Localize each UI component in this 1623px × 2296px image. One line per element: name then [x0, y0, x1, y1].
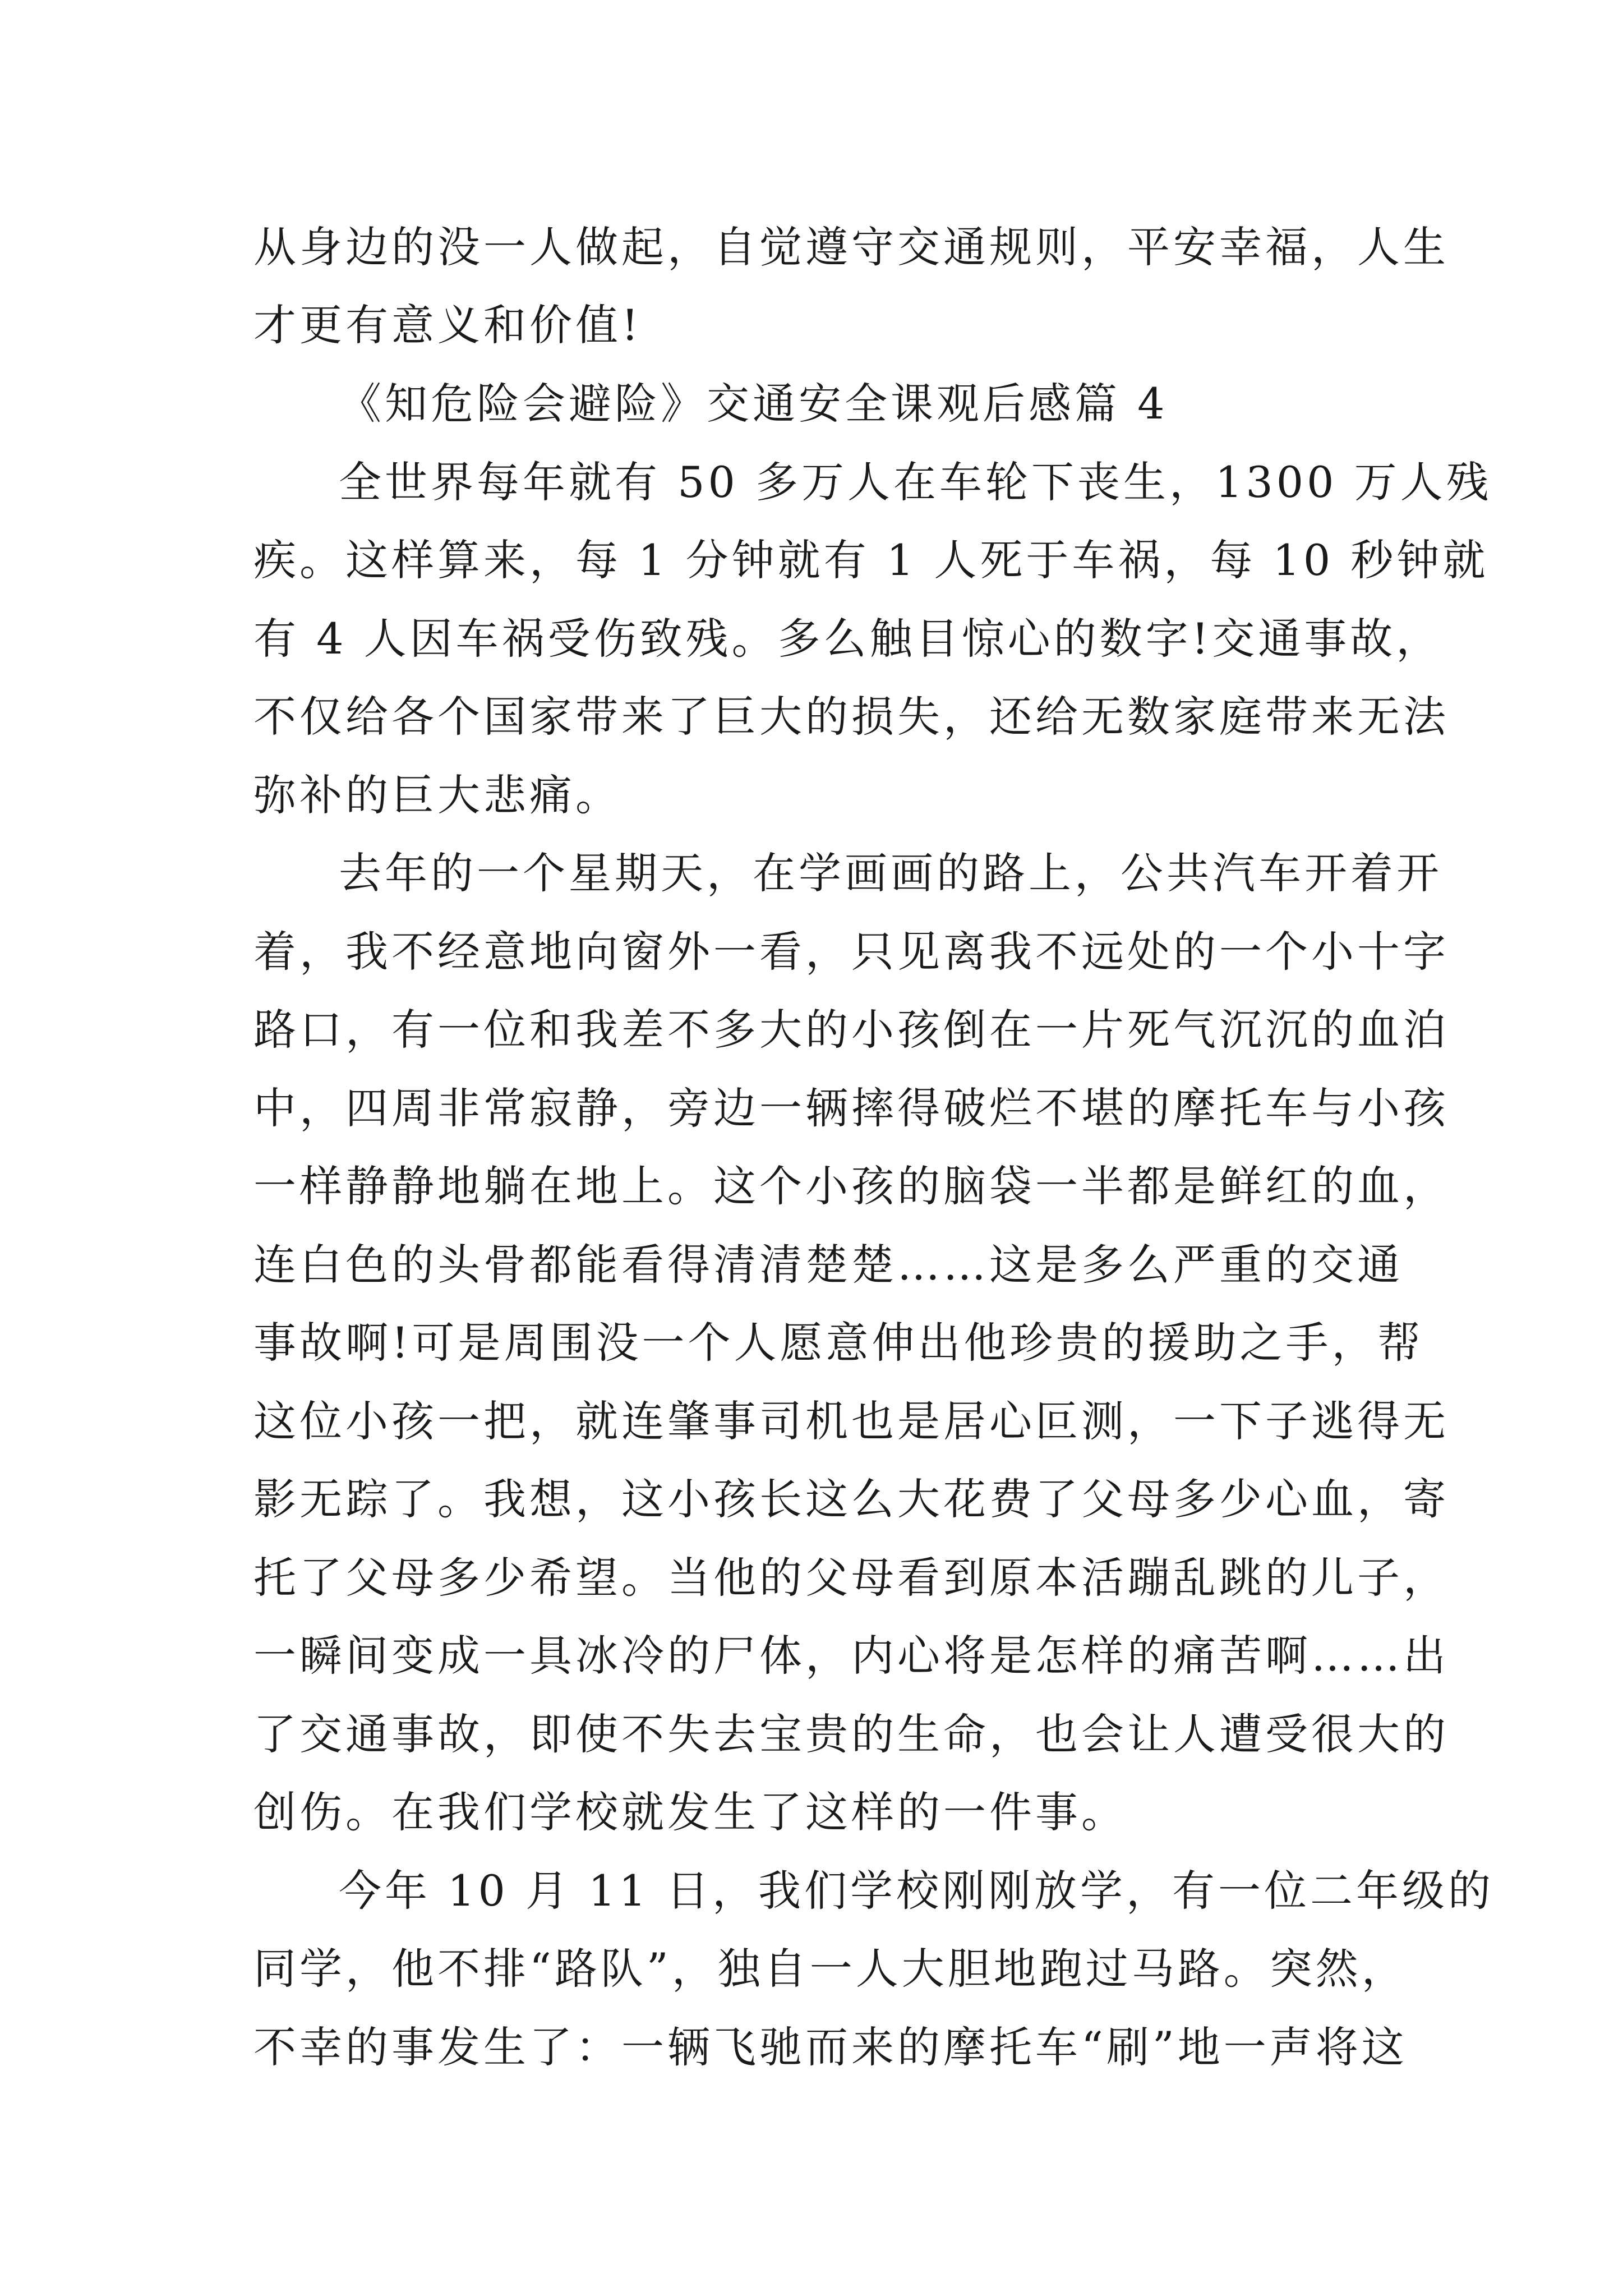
- text-line: 了交通事故，即使不失去宝贵的生命，也会让人遭受很大的: [253, 1709, 1449, 1759]
- text-line: 一瞬间变成一具冰冷的尸体，内心将是怎样的痛苦啊……出: [253, 1631, 1449, 1681]
- text-line: 全世界每年就有 50 多万人在车轮下丧生，1300 万人残: [339, 457, 1492, 507]
- text-line: 有 4 人因车祸受伤致残。多么触目惊心的数字!交通事故，: [253, 614, 1442, 664]
- text-line: 今年 10 月 11 日，我们学校刚刚放学，有一位二年级的: [339, 1866, 1495, 1916]
- text-line: 这位小孩一把，就连肇事司机也是居心叵测，一下子逃得无: [253, 1396, 1449, 1446]
- text-line: 事故啊!可是周围没一个人愿意伸出他珍贵的援助之手，帮: [253, 1318, 1424, 1368]
- text-line: 同学，他不排“路队”，独自一人大胆地跑过马路。突然，: [253, 1944, 1408, 1994]
- text-line: 去年的一个星期天，在学画画的路上，公共汽车开着开: [339, 848, 1442, 898]
- text-line: 弥补的巨大悲痛。: [253, 770, 621, 820]
- text-line: 连白色的头骨都能看得清清楚楚……这是多么严重的交通: [253, 1240, 1403, 1290]
- text-line: 不仅给各个国家带来了巨大的损失，还给无数家庭带来无法: [253, 692, 1449, 742]
- text-line: 着，我不经意地向窗外一看，只见离我不远处的一个小十字: [253, 927, 1449, 977]
- text-line: 托了父母多少希望。当他的父母看到原本活蹦乱跳的儿子，: [253, 1553, 1449, 1603]
- text-line: 创伤。在我们学校就发生了这样的一件事。: [253, 1787, 1127, 1837]
- text-line: 一样静静地躺在地上。这个小孩的脑袋一半都是鲜红的血，: [253, 1161, 1449, 1211]
- text-line: 从身边的没一人做起，自觉遵守交通规则，平安幸福，人生: [253, 222, 1449, 272]
- text-line: 路口，有一位和我差不多大的小孩倒在一片死气沉沉的血泊: [253, 1005, 1449, 1055]
- section-heading: 《知危险会避险》交通安全课观后感篇 4: [339, 379, 1168, 429]
- text-line: 影无踪了。我想，这小孩长这么大花费了父母多少心血，寄: [253, 1474, 1449, 1524]
- text-line: 不幸的事发生了：一辆飞驰而来的摩托车“刷”地一声将这: [253, 2022, 1408, 2072]
- text-line: 疾。这样算来，每 1 分钟就有 1 人死于车祸，每 10 秒钟就: [253, 535, 1489, 585]
- text-line: 中，四周非常寂静，旁边一辆摔得破烂不堪的摩托车与小孩: [253, 1083, 1449, 1133]
- text-line: 才更有意义和价值!: [253, 300, 642, 350]
